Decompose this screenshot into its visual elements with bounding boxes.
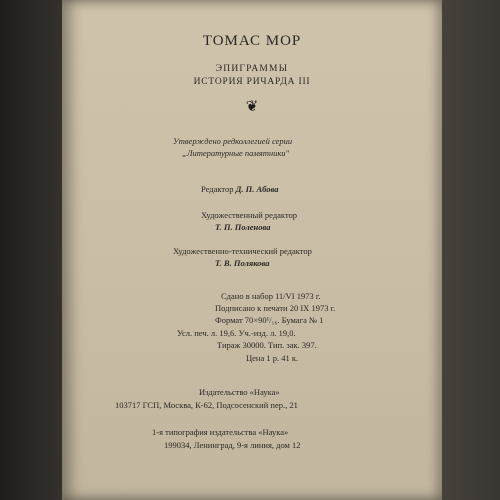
art-editor-label: Художественный редактор [201,210,298,220]
book-page [62,0,442,500]
printer-name: 1-я типография издательства «Наука» [152,427,289,437]
approval-line-2: „Литературные памятники" [182,148,290,158]
author-name: ТОМАС МОР [202,33,302,49]
art-editor-name: Т. П. Поленова [215,222,271,232]
approval-line-1: Утверждено редколлегией серии [173,136,293,146]
print-info-line-5: Тираж 30000. Тип. зак. 397. [217,340,317,350]
publisher-name: Издательство «Наука» [199,387,280,397]
tech-editor-name: Т. В. Полякова [215,258,270,268]
print-info-line-3: Формат 70×90¹/₁₆. Бумага № 1 [215,315,324,325]
work-title-richard: ИСТОРИЯ РИЧАРДА III [193,77,311,87]
printer-address: 199034, Ленинград, 9-я линия, дом 12 [164,440,301,450]
background-right-dark [442,0,500,500]
print-info-line-6: Цена 1 р. 41 к. [246,353,299,363]
work-title-epigrams: ЭПИГРАММЫ [215,64,289,74]
background-left-dark [0,0,62,500]
editor-label: Редактор [201,184,234,194]
publisher-address: 103717 ГСП, Москва, К-62, Подсосенский пер., 21 [115,400,298,410]
tech-editor-label: Художественно-технический редактор [173,246,312,256]
editor-name: Д. П. Абова [235,184,279,194]
print-info-line-1: Сдано в набор 11/VI 1973 г. [221,291,321,301]
print-info-line-4: Усл. печ. л. 19,6. Уч.-изд. л. 19,0. [177,328,296,338]
ornament-icon: ❦ [245,99,259,115]
editor-credit [201,184,278,194]
print-info-line-2: Подписано к печати 20 IX 1973 г. [215,303,336,313]
